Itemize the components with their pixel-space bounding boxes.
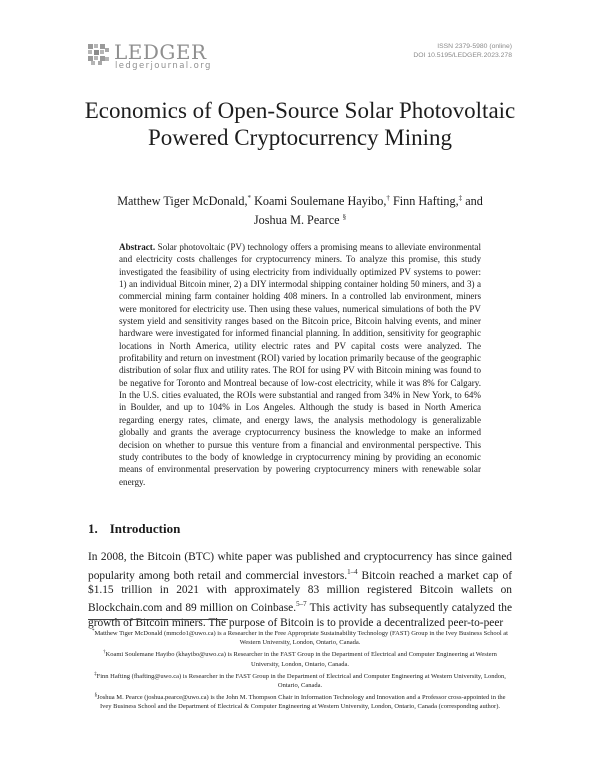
journal-url[interactable]: ledgerjournal.org <box>115 61 212 71</box>
author-1: Matthew Tiger McDonald, <box>117 194 248 209</box>
paper-title: Economics of Open-Source Solar Photovoltaic Powered Cryptocurrency Mining <box>84 98 516 150</box>
footnote <box>88 649 512 669</box>
body-text-part-3: This activity has subsequently catalyzed the growth of Bitcoin miners. The purpose of Bitcoin is to provide a decentralized peer-to-peer <box>88 602 512 629</box>
author-4: Joshua M. Pearce <box>253 212 340 227</box>
footnote <box>88 671 512 691</box>
footnote-mark: * <box>92 629 95 634</box>
journal-logo <box>88 40 228 76</box>
footnote-divider <box>88 619 228 620</box>
ledger-logo-icon <box>88 44 110 66</box>
citation-ref-1[interactable]: 1–4 <box>347 567 358 576</box>
footnote-text: Joshua M. Pearce (joshua.pearce@uwo.ca) is the John M. Thompson Chair in Information Technology and Innovation and a Professor cross-appointed in the Ivey Business School and the Department of Electrical & Computer Engineering at Western University, London, Ontario, Canada (corresponding author). <box>96 694 506 711</box>
body-text-part-2: Bitcoin reached a market cap of $1.15 trillion in 2021 with approximately 83 million registered Bitcoin wallets on Blockchain.com and 89 million on Coinbase. <box>88 569 512 615</box>
citation-ref-2[interactable]: 5–7 <box>296 600 307 609</box>
footnote-text: Koami Soulemane Hayibo (khayibo@uwo.ca) is Researcher in the FAST Group in the Department of Electrical and Computer Engineering at Western University, London, Ontario, Canada. <box>105 651 497 668</box>
footnotes <box>88 628 512 714</box>
author-1-mark: * <box>247 194 252 202</box>
footnote-text: Finn Hafting (fhafting@uwo.ca) is Researcher in the FAST Group in the Department of Electrical and Computer Engineering at Western University, London, Ontario, Canada. <box>96 673 506 689</box>
footnote-mark: † <box>103 650 106 656</box>
abstract-label: Abstract. <box>119 242 156 252</box>
doi[interactable]: DOI 10.5195/LEDGER.2023.278 <box>413 52 512 59</box>
author-3-mark: ‡ <box>458 194 463 202</box>
logo-wordmark: LEDGER <box>114 40 207 64</box>
footnote-text: Matthew Tiger McDonald (mmcdo1@uwo.ca) is a Researcher in the Free Appropriate Sustainability Technology (FAST) Group in the Ivey Business School at Western University, London, Ontario, Canada. <box>94 630 508 647</box>
abstract-text: Solar photovoltaic (PV) technology offers a promising means to alleviate environmental and electricity costs challenges for cryptocurrency miners. To analyze this promise, this study investigated the feasibility of using electricity from individually optimized PV systems to power: 1) an individual Bitcoin miner, 2) a DIY intermodal shipping container holding 50 miners, and 3) a commercial mining farm container holding 408 miners. In a controlled lab environment, miners were monitored for electricity use. Then using these values, numerical simulations of both the PV system yield and sensitivity ranges based on the Bitcoin price, Bitcoin halving events, and miner hardware were investigated for informed financial planning. In addition, sensitivity for geographic locations in North America, utility electric rates and PV capital costs were analyzed. The profitability and return on investment (ROI) varied by location primarily because of the geographic distribution of solar flux and utility rates. The ROI for using PV with Bitcoin mining was found to be negative for Toronto and Montreal because of low-cost electricity, while it was 8% for Calgary. In the U.S. cities evaluated, the ROIs were substantial and ranged from 34% in New York, to 64% in Boulder, and up to 104% in Los Angeles. Although the study is based in North America regarding energy rates, climate, and energy laws, the analysis methodology is generalizable globally and grants the average cryptocurrency business the knowledge to make an informed decision on whether to pursue this venture from a financial and environmental perspective. This study contributes to the body of knowledge in cryptocurrency mining by providing an economic means of environmental preservation by powering cryptocurrency miners with renewable solar energy. <box>119 242 481 487</box>
author-4-mark: § <box>342 212 347 221</box>
section-title: Introduction <box>109 521 181 536</box>
article-meta <box>413 42 512 60</box>
author-2: Koami Soulemane Hayibo, <box>254 194 387 209</box>
author-2-mark: † <box>386 194 390 202</box>
body-text-part-1: In 2008, the Bitcoin (BTC) white paper was published and cryptocurrency has since gained popularity among both retail and commercial investors. <box>88 551 512 582</box>
issn: ISSN 2379-5980 (online) <box>437 43 512 50</box>
section-number: 1. <box>88 521 98 536</box>
author-3: Finn Hafting, <box>392 194 459 209</box>
footnote-mark: § <box>94 693 97 699</box>
author-list <box>100 191 500 228</box>
abstract <box>119 241 481 488</box>
footnote <box>88 692 512 712</box>
section-heading <box>88 521 180 537</box>
footnote-mark: ‡ <box>94 671 97 677</box>
author-conjunction: and <box>465 194 483 209</box>
footnote <box>88 628 512 648</box>
